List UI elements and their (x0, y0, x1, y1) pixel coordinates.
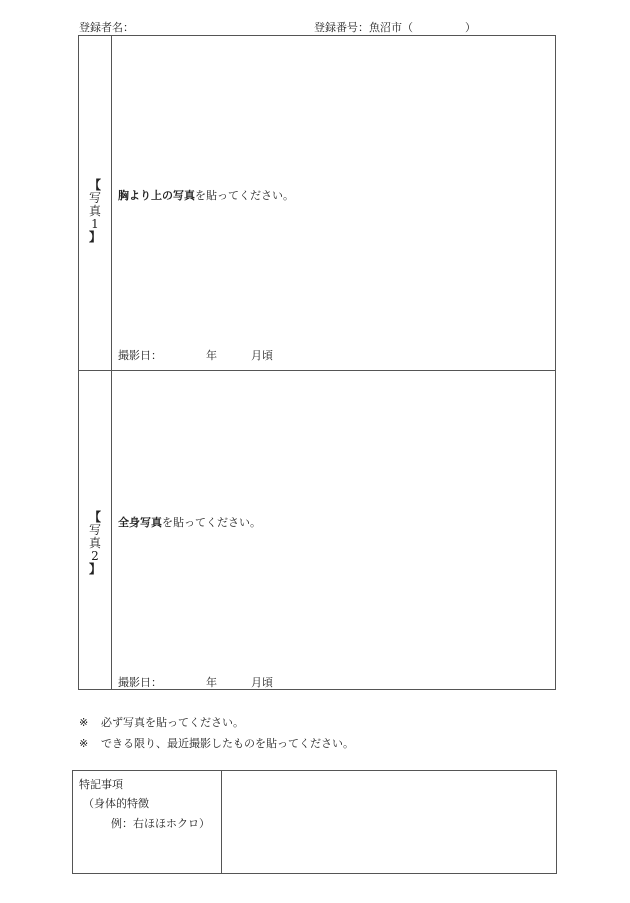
photo2-instruction (118, 514, 261, 530)
photo2-date-label: 撮影日： (118, 676, 162, 689)
note-mark: ※ (79, 737, 89, 750)
photo2-label (79, 511, 111, 576)
photo1-instruction (118, 187, 294, 203)
photo1-label-open: 【 (88, 178, 101, 192)
photo1-label (79, 179, 111, 244)
registration-number-prefix: 登録番号：魚沼市（ (314, 21, 413, 34)
photo2-label-char: 写 (88, 523, 101, 537)
registration-number-close: ） (465, 21, 476, 34)
photo2-label-open: 【 (88, 510, 101, 524)
special-notes-example: 例：右ほほホクロ） (111, 817, 210, 830)
photo2-label-number: 2 (91, 549, 99, 563)
note-item (79, 714, 244, 730)
photo1-label-number: 1 (91, 217, 99, 231)
special-notes-subtitle: （身体的特徴 (83, 797, 149, 810)
photo2-date (118, 674, 273, 690)
label-column-divider (111, 36, 112, 689)
photo2-month-label: 月頃 (251, 676, 273, 689)
photo-table (78, 35, 556, 690)
photo1-date (118, 347, 273, 363)
special-notes-table (72, 770, 557, 874)
photo2-label-char: 真 (88, 536, 101, 550)
photo-row-divider (79, 370, 555, 371)
photo2-instruction-rest: を貼ってください。 (162, 516, 261, 529)
photo1-date-label: 撮影日： (118, 349, 162, 362)
note-text: 必ず写真を貼ってください。 (101, 716, 244, 729)
special-notes-title: 特記事項 (79, 778, 123, 791)
photo1-month-label: 月頃 (251, 349, 273, 362)
photo1-year-label: 年 (206, 349, 217, 362)
photo1-instruction-bold: 胸より上の写真 (118, 189, 195, 202)
registration-number-label (314, 19, 476, 35)
photo1-label-char: 真 (88, 204, 101, 218)
photo1-label-char: 写 (88, 191, 101, 205)
note-text: できる限り、最近撮影したものを貼ってください。 (101, 737, 354, 750)
photo2-label-close: 】 (88, 562, 101, 576)
note-mark: ※ (79, 716, 89, 729)
registrant-name-label: 登録者名： (79, 21, 134, 34)
photo1-instruction-rest: を貼ってください。 (195, 189, 294, 202)
note-item (79, 735, 354, 751)
photo2-instruction-bold: 全身写真 (118, 516, 162, 529)
special-notes-divider (221, 771, 222, 873)
photo2-year-label: 年 (206, 676, 217, 689)
photo1-label-close: 】 (88, 230, 101, 244)
